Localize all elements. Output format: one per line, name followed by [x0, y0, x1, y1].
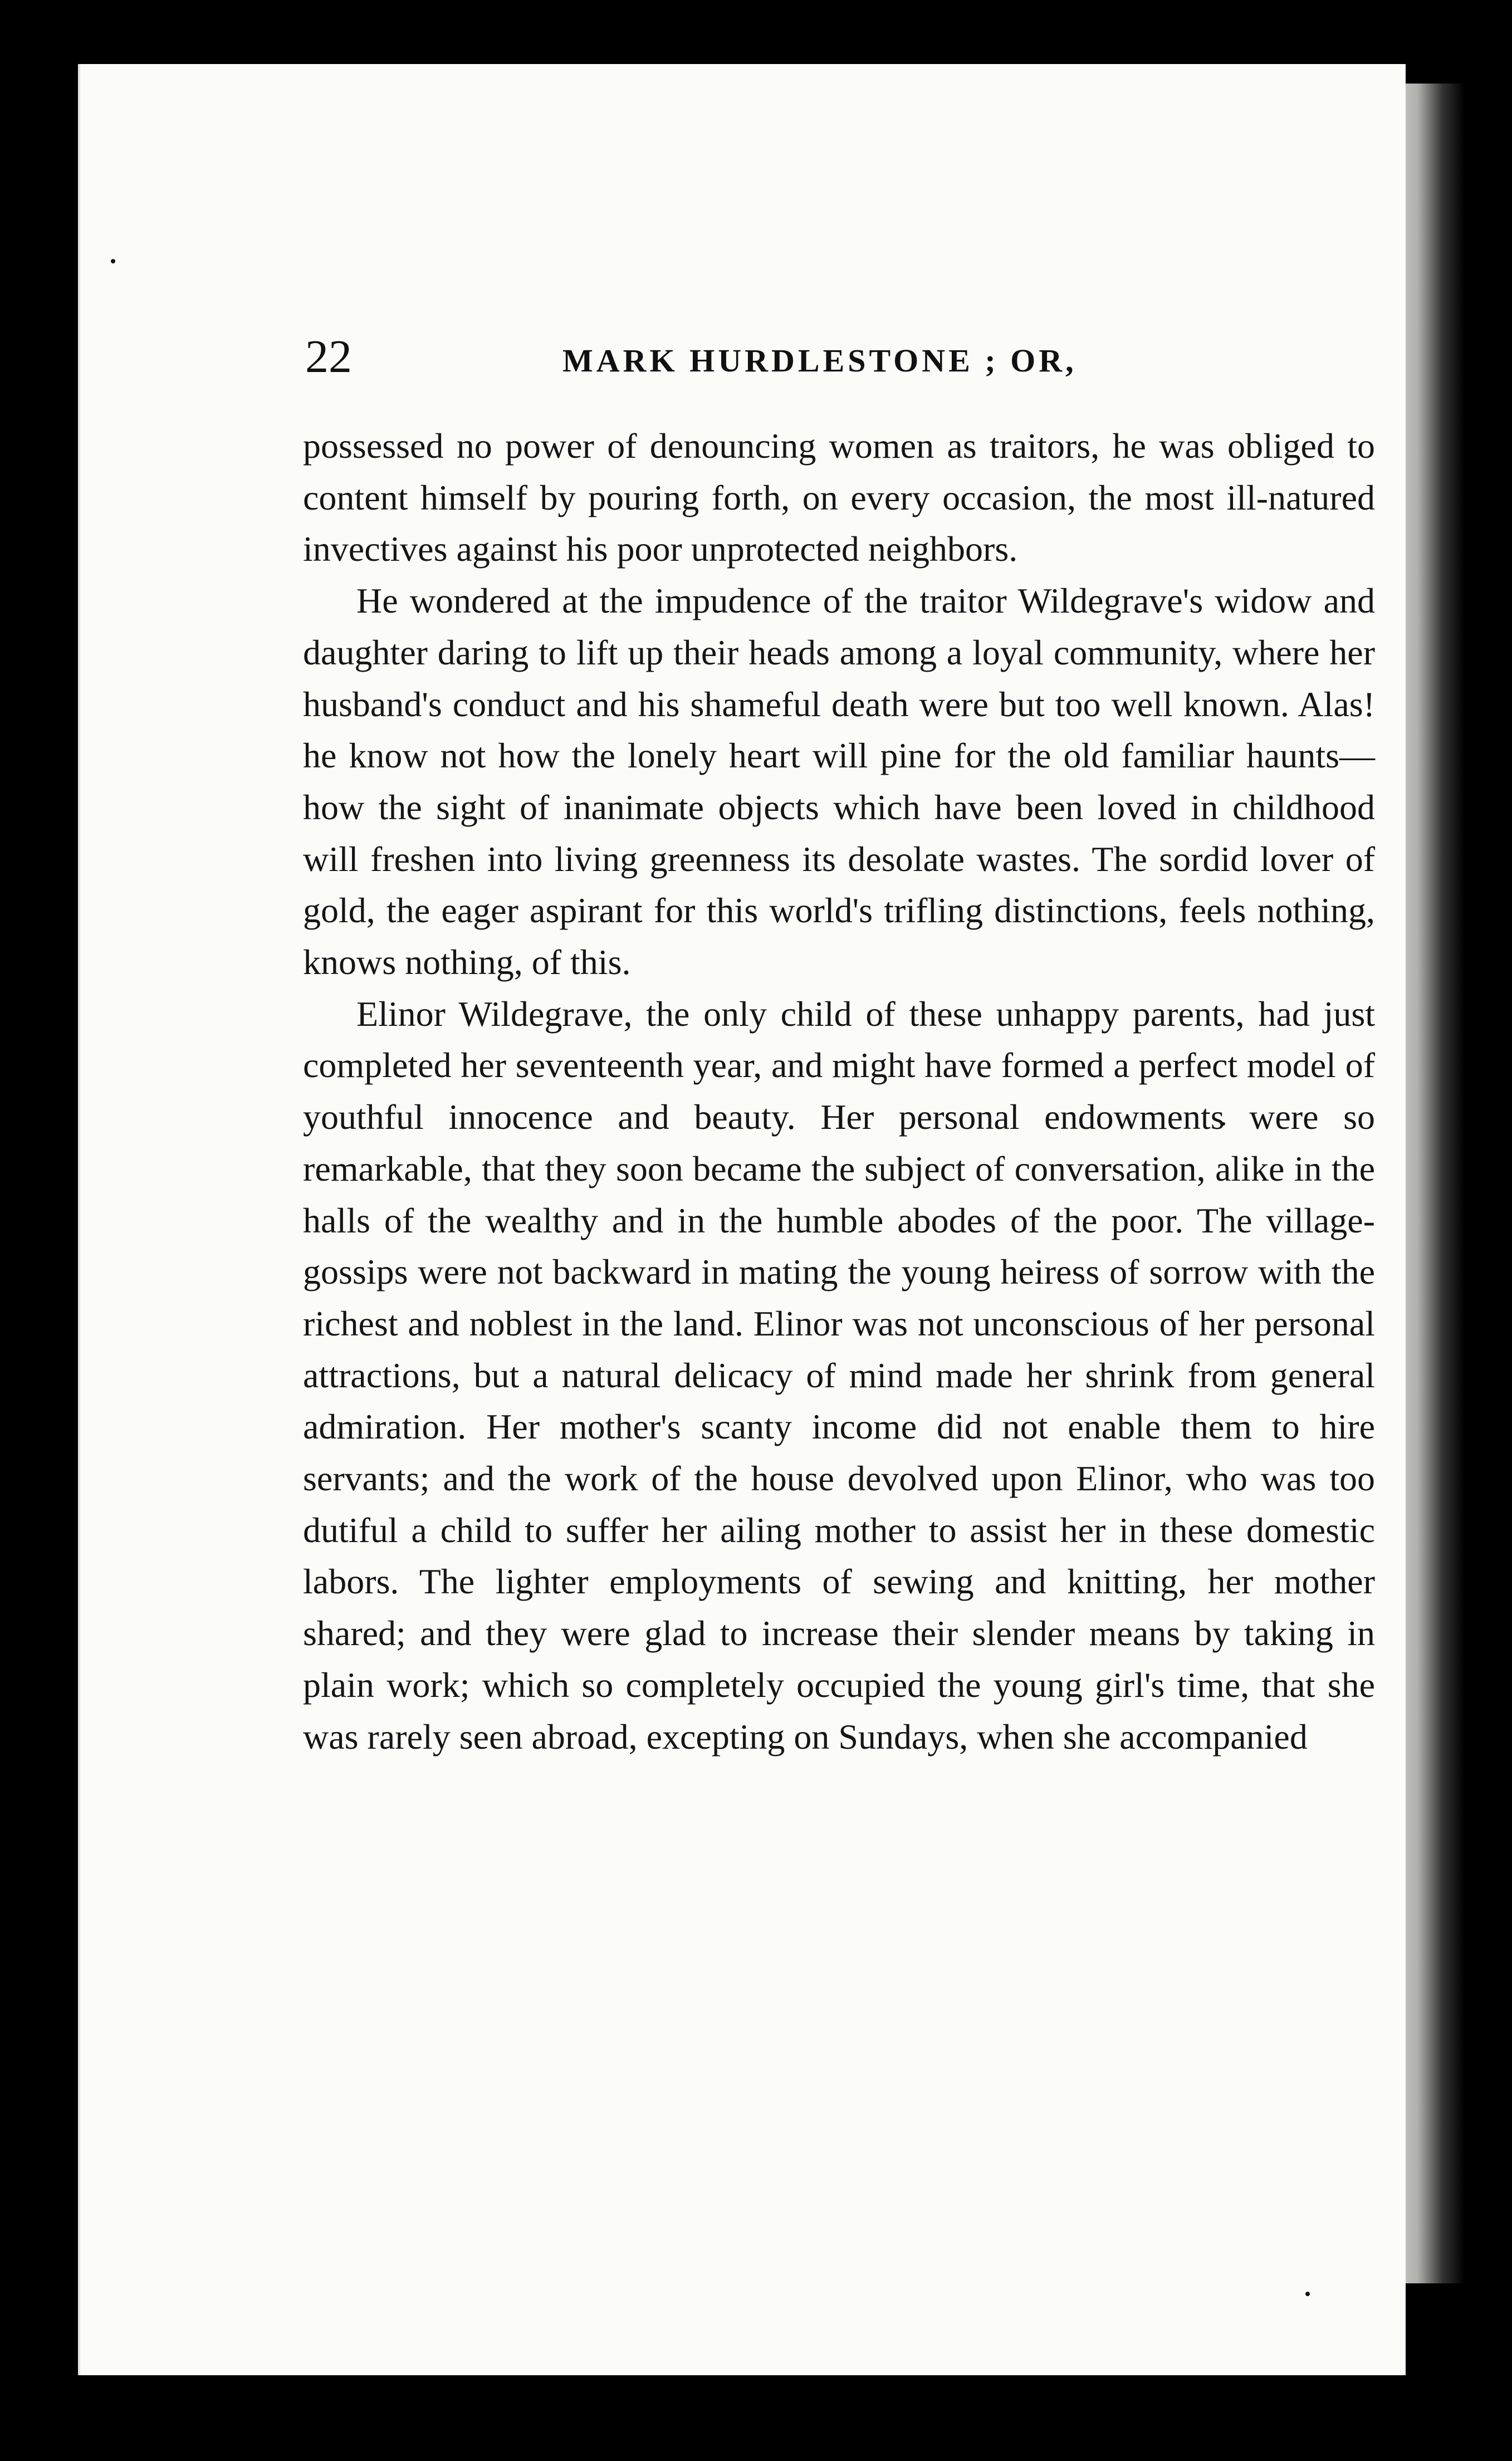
paragraph-1: possessed no power of denouncing women as traitors, he was obliged to content himself by pouring forth, on every occasion, the most ill-natured invectives against his poor unprotected neighbors.: [303, 426, 1375, 569]
page-header: [305, 330, 1419, 391]
running-head: MARK HURDLESTONE ; OR,: [562, 343, 1077, 379]
body-text: [303, 420, 1375, 1763]
ink-speck: [111, 259, 115, 263]
page-number: 22: [305, 331, 352, 383]
ink-speck: [1305, 2292, 1310, 2296]
paragraph-3: Elinor Wildegrave, the only child of these unhappy parents, had just completed her seventeenth year, and might have formed a perfect model of youthful innocence and beauty. Her personal endowments were so remarkable, that they soon became the subject of conversation, alike in the halls of the wealthy and in the humble abodes of the poor. The village-gossips were not backward in mating the young heiress of sorrow with the richest and noblest in the land. Elinor was not unconscious of her personal attractions, but a natural delicacy of mind made her shrink from general admiration. Her mother's scanty income did not enable them to hire servants; and the work of the house devolved upon Elinor, who was too dutiful a child to suffer her ailing mother to assist her in these domestic labors. The lighter employments of sewing and knitting, her mother shared; and they were glad to increase their slender means by taking in plain work; which so completely occupied the young girl's time, that she was rarely seen abroad, excepting on Sundays, when she accompanied: [303, 994, 1375, 1757]
paragraph-2: He wondered at the impudence of the traitor Wildegrave's widow and daughter daring to lift up their heads among a loyal community, where her husband's conduct and his shameful death were but too well known. Alas! he know not how the lonely heart will pine for the old familiar haunts—how the sight of inanimate objects which have been loved in childhood will freshen into living greenness its desolate wastes. The sordid lover of gold, the eager aspirant for this world's trifling distinctions, feels nothing, knows nothing, of this.: [303, 581, 1375, 982]
